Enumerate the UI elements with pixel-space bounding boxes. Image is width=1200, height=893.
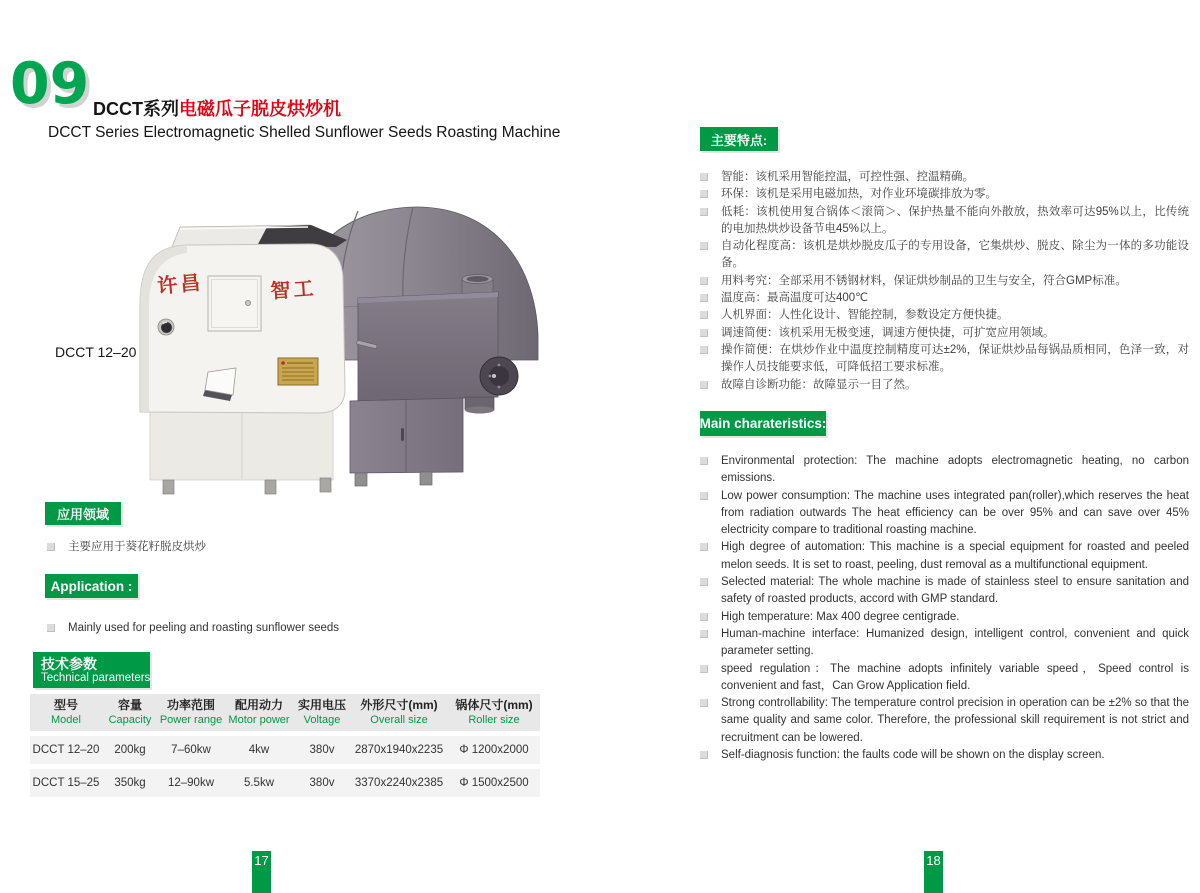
bullet-square-icon [700, 699, 708, 707]
bullet-square-icon [700, 492, 708, 500]
list-item [700, 609, 1189, 626]
list-item [700, 377, 1189, 394]
table-column-header: 容量 Capacity [102, 694, 158, 731]
list-item [700, 307, 1189, 324]
list-item [700, 273, 1189, 290]
bullet-square-icon [700, 294, 708, 302]
table-cell: 7–60kw [158, 736, 224, 764]
bullet-square-icon [47, 624, 55, 632]
list-item [700, 342, 1189, 377]
table-cell: 3370x2240x2385 [350, 769, 448, 797]
list-item-text: Strong controllability: The temperature control precision in operation can be ±2% so that the same quality and same color. Therefore, the professional skill requirement is not strict and recruitment can be lowered. [721, 697, 1189, 744]
table-row [30, 736, 540, 764]
main-features-zh-list [700, 169, 1189, 394]
page-number-right: 18 [924, 851, 943, 893]
pipe-bottom [465, 397, 494, 414]
table-cell: 200kg [102, 736, 158, 764]
list-item-text: 调速简便：该机采用无极变速，调速方便快捷，可扩宽应用领域。 [721, 326, 1055, 339]
bullet-square-icon [700, 346, 708, 354]
list-item [700, 453, 1189, 488]
main-characteristics-list [700, 453, 1189, 764]
table-cell: DCCT 15–25 [30, 769, 102, 797]
list-item-text: Mainly used for peeling and roasting sunflower seeds [68, 622, 340, 634]
table-cell: 2870x1940x2235 [350, 736, 448, 764]
list-item-text: 低耗：该机使用复合锅体＜滚筒＞、保护热量不能向外散放，热效率可达95%以上，比传统的电加热烘炒设备节电45%以上。 [721, 205, 1189, 235]
list-item [700, 325, 1189, 342]
table-cell: DCCT 12–20 [30, 736, 102, 764]
machine-illustration [105, 200, 545, 500]
list-item [700, 574, 1189, 609]
product-title-zh: 电磁瓜子脱皮烘炒机 [179, 99, 341, 119]
bullet-square-icon [700, 457, 708, 465]
table-cell: 5.5kw [224, 769, 294, 797]
brand-text-right: 智工 [269, 277, 318, 303]
list-item-text: 主要应用于葵花籽脱皮烘炒 [68, 541, 206, 553]
list-item-text: Human-machine interface: Humanized design, intelligent control, convenient and quick parameter setting. [721, 627, 1189, 658]
series-title-zh: DCCT系列 [93, 99, 179, 119]
brand-text-left: 许昌 [156, 272, 205, 298]
machine-cabinet [350, 398, 463, 486]
list-item-text: 故障自诊断功能：故障显示一目了然。 [721, 378, 917, 391]
table-cell: 350kg [102, 769, 158, 797]
list-item-text: 环保：该机是采用电磁加热，对作业环境碳排放为零。 [721, 188, 997, 201]
table-cell: 380v [294, 736, 350, 764]
table-cell: 12–90kw [158, 769, 224, 797]
page-title [93, 95, 341, 121]
list-item-text: 自动化程度高：该机是烘炒脱皮瓜子的专用设备，它集烘炒、脱皮、除尘为一体的多功能设备。 [721, 240, 1189, 270]
main-characteristics-badge: Main charateristics: [700, 411, 826, 436]
bullet-square-icon [700, 381, 708, 389]
bullet-square-icon [700, 173, 708, 181]
bullet-square-icon [700, 277, 708, 285]
machine-model-label: DCCT 12–20 [55, 344, 137, 360]
section-number: 09 [10, 51, 90, 117]
table-cell: Φ 1500x2500 [448, 769, 540, 797]
list-item [700, 661, 1189, 696]
list-item-text: 用料考究：全部采用不锈钢材料，保证烘炒制品的卫生与安全，符合GMP标准。 [721, 274, 1127, 287]
product-title-en: DCCT Series Electromagnetic Shelled Sunflower Seeds Roasting Machine [48, 124, 561, 141]
page-number-left: 17 [252, 851, 271, 893]
bullet-square-icon [700, 751, 708, 759]
list-item-text: 智能：该机采用智能控温，可控性强、控温精确。 [721, 171, 974, 183]
list-item [47, 620, 567, 637]
technical-parameters-badge-en: Technical parameters [41, 671, 151, 684]
bullet-square-icon [700, 543, 708, 551]
access-panel [208, 276, 261, 331]
application-zh-badge: 应用领域 [45, 502, 121, 525]
bullet-square-icon [700, 630, 708, 638]
bullet-square-icon [47, 543, 55, 551]
table-cell: 4kw [224, 736, 294, 764]
table-cell: Φ 1200x2000 [448, 736, 540, 764]
bullet-square-icon [700, 613, 708, 621]
list-item [700, 169, 1189, 186]
list-item [700, 695, 1189, 747]
discharge-flap [203, 368, 236, 401]
list-item-text: High temperature: Max 400 degree centigrade. [721, 610, 960, 623]
drum-end-cap [480, 357, 518, 395]
bullet-square-icon [700, 208, 708, 216]
list-item-text: 人机界面：人性化设计、智能控制，参数设定方便快捷。 [721, 309, 1009, 322]
bullet-square-icon [700, 665, 708, 673]
list-item-text: speed regulation：The machine adopts infinitely variable speed，Speed control is convenient and fast，Can Grow Application field. [721, 662, 1189, 692]
technical-parameters-table [30, 689, 540, 802]
name-plate [278, 358, 318, 385]
bullet-square-icon [700, 578, 708, 586]
list-item [700, 238, 1189, 273]
list-item [700, 626, 1189, 661]
list-item-text: High degree of automation: This machine is a special equipment for roasted and peeled melon seeds. It is set to roast, peeling, dust removal as a multifunctional equipment. [721, 541, 1189, 571]
machine-body-box [358, 292, 498, 401]
table-column-header: 型号 Model [30, 694, 102, 731]
feed-hopper [172, 225, 347, 247]
table-column-header: 锅体尺寸(mm) Roller size [448, 694, 540, 731]
main-features-zh-badge: 主要特点: [700, 127, 778, 151]
application-en-badge: Application : [45, 574, 138, 598]
list-item-text: Self-diagnosis function: the faults code will be shown on the display screen. [721, 749, 1105, 762]
machine-base [150, 410, 333, 494]
technical-parameters-badge [33, 652, 150, 688]
table-column-header: 外形尺寸(mm) Overall size [350, 694, 448, 731]
table-column-header: 配用动力 Motor power [224, 694, 294, 731]
list-item [700, 747, 1189, 764]
application-zh-list [47, 539, 467, 556]
table-row [30, 769, 540, 797]
list-item [700, 539, 1189, 574]
list-item-text: 操作简便：在烘炒作业中温度控制精度可达±2%，保证烘炒品每锅品质相同，色泽一致，对操作人员技能要求低，可降低招工要求标准。 [721, 343, 1189, 374]
list-item-text: Low power consumption: The machine uses integrated pan(roller),which reserves the heat from radiation outwards The heat efficiency can be over 95% and can save over 45% electricity compare to traditional roasting machine. [721, 489, 1189, 537]
roasting-machine-drawing [105, 200, 545, 500]
bullet-square-icon [700, 311, 708, 319]
table-cell: 380v [294, 769, 350, 797]
list-item-text: Selected material: The whole machine is made of stainless steel to ensure sanitation and safety of roasted products, accord with GMP standard. [721, 576, 1189, 606]
application-en-list [47, 620, 567, 637]
table-column-header: 功率范围 Power range [158, 694, 224, 731]
list-item [700, 290, 1189, 307]
list-item [700, 488, 1189, 540]
list-item [700, 204, 1189, 239]
bullet-square-icon [700, 242, 708, 250]
bullet-square-icon [700, 329, 708, 337]
table-header-row [30, 694, 540, 731]
list-item [47, 539, 467, 556]
list-item-text: 温度高：最高温度可达400℃ [721, 292, 869, 305]
list-item-text: Environmental protection: The machine adopts electromagnetic heating, no carbon emissions. [721, 455, 1189, 485]
round-port [158, 319, 174, 335]
list-item [700, 186, 1189, 203]
technical-parameters-badge-zh: 技术参数 [41, 655, 97, 672]
table-column-header: 实用电压 Voltage [294, 694, 350, 731]
bullet-square-icon [700, 190, 708, 198]
